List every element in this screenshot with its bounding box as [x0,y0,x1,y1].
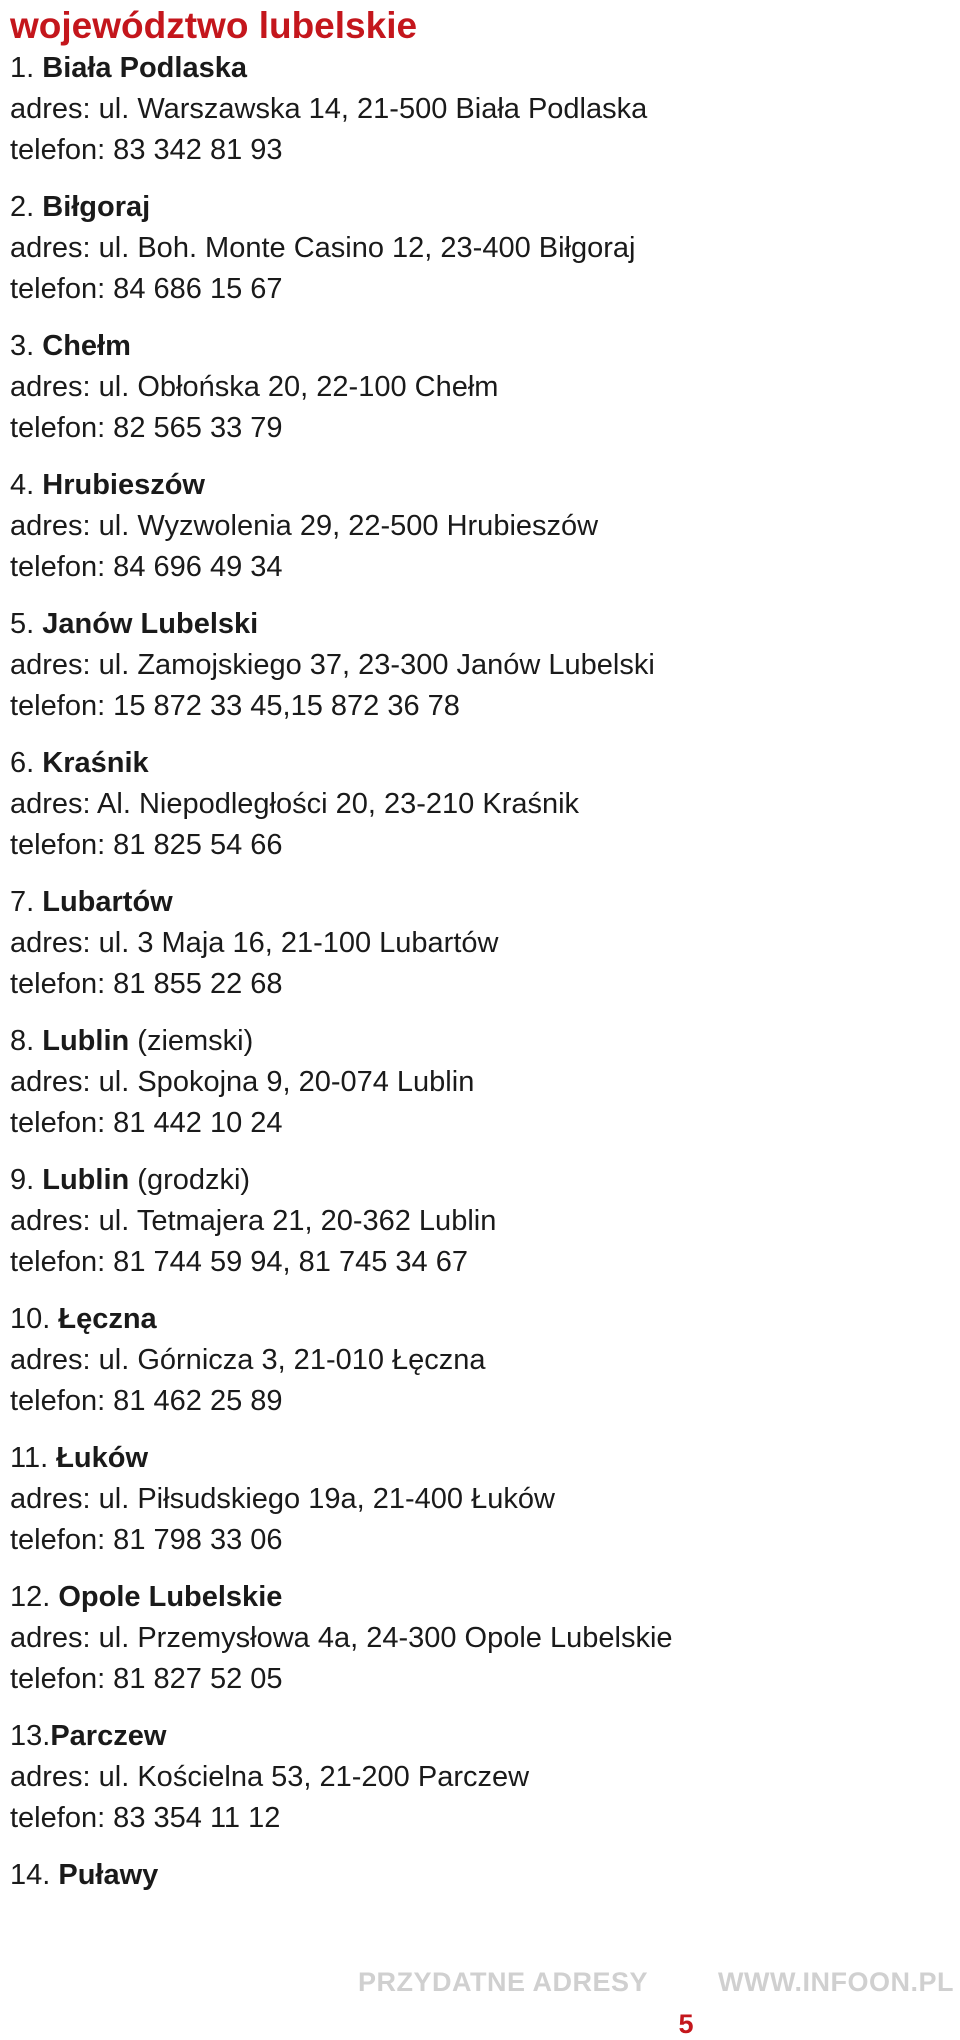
office-name: Parczew [50,1720,167,1752]
office-entry [10,1577,950,1700]
office-entry [10,1855,950,1896]
office-name: Lublin [42,1025,130,1057]
office-entry [10,465,950,588]
office-entry [10,743,950,866]
office-qualifier: (grodzki) [129,1164,251,1196]
office-qualifier: (ziemski) [129,1025,254,1057]
office-title [10,465,950,506]
office-entry [10,1299,950,1422]
office-number: 5. [10,608,43,640]
office-number: 4. [10,469,43,501]
office-title [10,1299,950,1340]
office-phone: telefon: 81 744 59 94, 81 745 34 67 [10,1246,468,1278]
office-address: adres: ul. Górnicza 3, 21-010 Łęczna [10,1344,486,1376]
office-name: Chełm [42,330,131,362]
footer-section-label: PRZYDATNE ADRESY [357,1967,648,1997]
office-title [10,1160,950,1201]
office-phone: telefon: 81 855 22 68 [10,968,283,1000]
office-entry [10,604,950,727]
office-entry [10,326,950,449]
office-entry [10,187,950,310]
office-entry [10,1160,950,1283]
office-entry [10,48,950,171]
office-entry [10,1716,950,1839]
office-address: adres: ul. Przemysłowa 4a, 24-300 Opole Lubelskie [10,1622,673,1654]
office-phone: telefon: 81 442 10 24 [10,1107,283,1139]
office-number: 6. [10,747,43,779]
office-entry [10,1438,950,1561]
office-phone: telefon: 81 827 52 05 [10,1663,283,1695]
office-phone: telefon: 83 354 11 12 [10,1802,281,1834]
office-phone: telefon: 83 342 81 93 [10,134,283,166]
office-name: Lublin [42,1164,130,1196]
office-number: 13. [10,1720,51,1752]
office-number: 1. [10,52,43,84]
office-title [10,1438,950,1479]
office-name: Łuków [56,1442,149,1474]
office-title [10,604,950,645]
office-name: Opole Lubelskie [58,1581,283,1613]
office-phone: telefon: 15 872 33 45,15 872 36 78 [10,690,460,722]
office-phone: telefon: 81 462 25 89 [10,1385,283,1417]
office-title [10,1577,950,1618]
office-number: 14. [10,1859,59,1891]
office-title [10,882,950,923]
office-title [10,743,950,784]
office-address: adres: Al. Niepodległości 20, 23-210 Kraśnik [10,788,580,820]
office-phone: telefon: 81 798 33 06 [10,1524,283,1556]
office-name: Łęczna [58,1303,157,1335]
office-address: adres: ul. 3 Maja 16, 21-100 Lubartów [10,927,499,959]
office-entry [10,882,950,1005]
office-address: adres: ul. Obłońska 20, 22-100 Chełm [10,371,499,403]
office-name: Puławy [58,1859,159,1891]
page-number: 5 [678,2009,694,2039]
office-address: adres: ul. Kościelna 53, 21-200 Parczew [10,1761,530,1793]
office-phone: telefon: 84 686 15 67 [10,273,283,305]
document-page [10,0,950,1912]
office-number: 8. [10,1025,43,1057]
office-title [10,187,950,228]
office-title [10,1855,950,1896]
office-phone: telefon: 81 825 54 66 [10,829,283,861]
office-number: 2. [10,191,43,223]
footer-website-label: WWW.INFOON.PL [718,1967,954,1997]
office-phone: telefon: 82 565 33 79 [10,412,283,444]
office-number: 9. [10,1164,43,1196]
office-phone: telefon: 84 696 49 34 [10,551,283,583]
page-footer [0,1955,960,2039]
office-number: 11. [10,1442,57,1474]
office-name: Janów Lubelski [42,608,259,640]
office-name: Biała Podlaska [42,52,247,84]
office-number: 10. [10,1303,59,1335]
office-number: 12. [10,1581,59,1613]
office-title [10,1716,950,1757]
region-heading: województwo lubelskie [10,5,418,46]
office-name: Biłgoraj [42,191,151,223]
office-address: adres: ul. Wyzwolenia 29, 22-500 Hrubieszów [10,510,599,542]
office-address: adres: ul. Spokojna 9, 20-074 Lublin [10,1066,475,1098]
office-address: adres: ul. Boh. Monte Casino 12, 23-400 Biłgoraj [10,232,636,264]
office-list [10,48,950,1896]
office-title [10,326,950,367]
office-number: 3. [10,330,43,362]
office-address: adres: ul. Zamojskiego 37, 23-300 Janów Lubelski [10,649,655,681]
office-name: Hrubieszów [42,469,205,501]
office-title [10,1021,950,1062]
office-address: adres: ul. Piłsudskiego 19a, 21-400 Łuków [10,1483,555,1515]
office-name: Kraśnik [42,747,149,779]
office-address: adres: ul. Tetmajera 21, 20-362 Lublin [10,1205,497,1237]
office-address: adres: ul. Warszawska 14, 21-500 Biała Podlaska [10,93,648,125]
office-entry [10,1021,950,1144]
office-number: 7. [10,886,43,918]
office-name: Lubartów [42,886,173,918]
office-title [10,48,950,89]
